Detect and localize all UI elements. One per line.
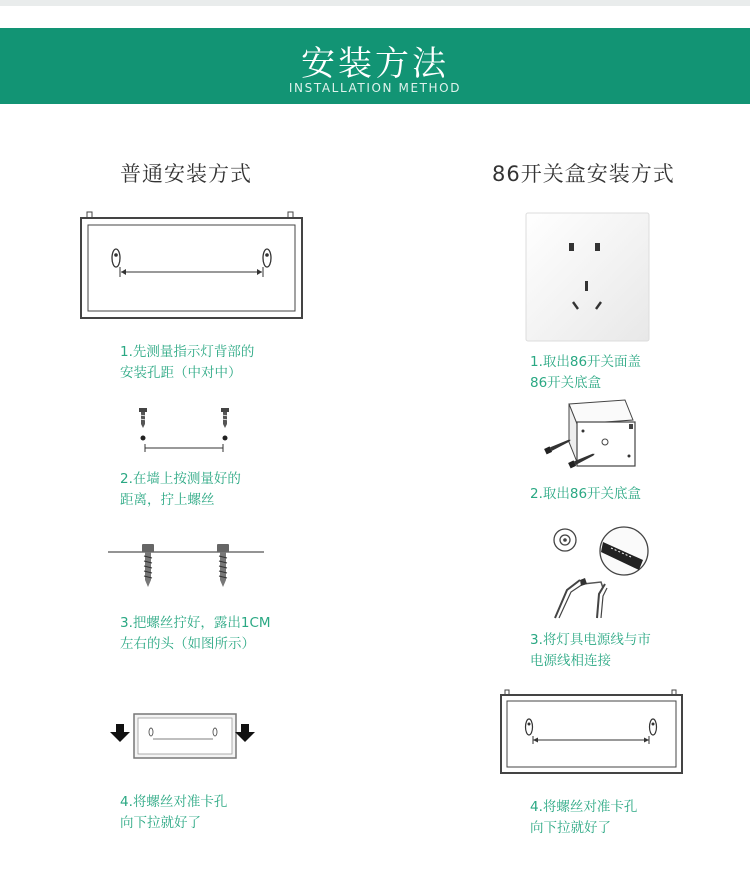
- right-step-4-line2: 向下拉就好了: [530, 820, 611, 836]
- left-step-2: [120, 469, 241, 511]
- page-title: 安装方法: [301, 44, 449, 84]
- right-step-4-line1: 4.将螺丝对准卡孔: [530, 799, 638, 815]
- down-arrow-icon: [110, 724, 130, 742]
- right-step-3: [530, 630, 651, 672]
- left-step-2-line1: 2.在墙上按测量好的: [120, 471, 241, 487]
- right-step-1-line1: 1.取出86开关面盖: [530, 354, 642, 370]
- light-back-panel-icon: [80, 212, 306, 322]
- left-step-3-line1: 3.把螺丝拧好，露出1CM: [120, 615, 271, 631]
- socket-cover-icon: [525, 212, 651, 342]
- left-step-3: [120, 613, 271, 655]
- left-step-2-line2: 距离，拧上螺丝: [120, 492, 215, 508]
- page-subtitle: INSTALLATION METHOD: [288, 81, 462, 95]
- wall-screw-icon: [108, 540, 266, 590]
- right-column-title: 86开关盒安装方式: [492, 162, 675, 186]
- header-banner: [0, 28, 750, 104]
- left-step-1-line1: 1.先测量指示灯背部的: [120, 344, 255, 360]
- right-step-4: [530, 797, 637, 839]
- screw-icon: [130, 408, 240, 453]
- left-step-4: [120, 792, 227, 834]
- junction-box-icon: [537, 398, 637, 474]
- right-step-3-line1: 3.将灯具电源线与市: [530, 632, 651, 648]
- top-decor-strip: [0, 0, 750, 6]
- left-column-title: 普通安装方式: [120, 162, 252, 186]
- right-step-1: [530, 352, 641, 394]
- left-step-4-line2: 向下拉就好了: [120, 815, 201, 831]
- right-step-2: [530, 484, 641, 505]
- left-step-3-line2: 左右的头（如图所示）: [120, 636, 255, 652]
- right-step-3-line2: 电源线相连接: [530, 653, 611, 669]
- right-step-1-line2: 86开关底盒: [530, 375, 602, 391]
- hang-panel-icon: [110, 712, 260, 762]
- wire-connection-icon: [545, 522, 650, 620]
- left-step-1-line2: 安装孔距（中对中）: [120, 365, 242, 381]
- right-step-2-line1: 2.取出86开关底盒: [530, 486, 642, 502]
- light-panel-final-icon: [500, 690, 685, 776]
- left-step-4-line1: 4.将螺丝对准卡孔: [120, 794, 228, 810]
- left-step-1: [120, 342, 254, 384]
